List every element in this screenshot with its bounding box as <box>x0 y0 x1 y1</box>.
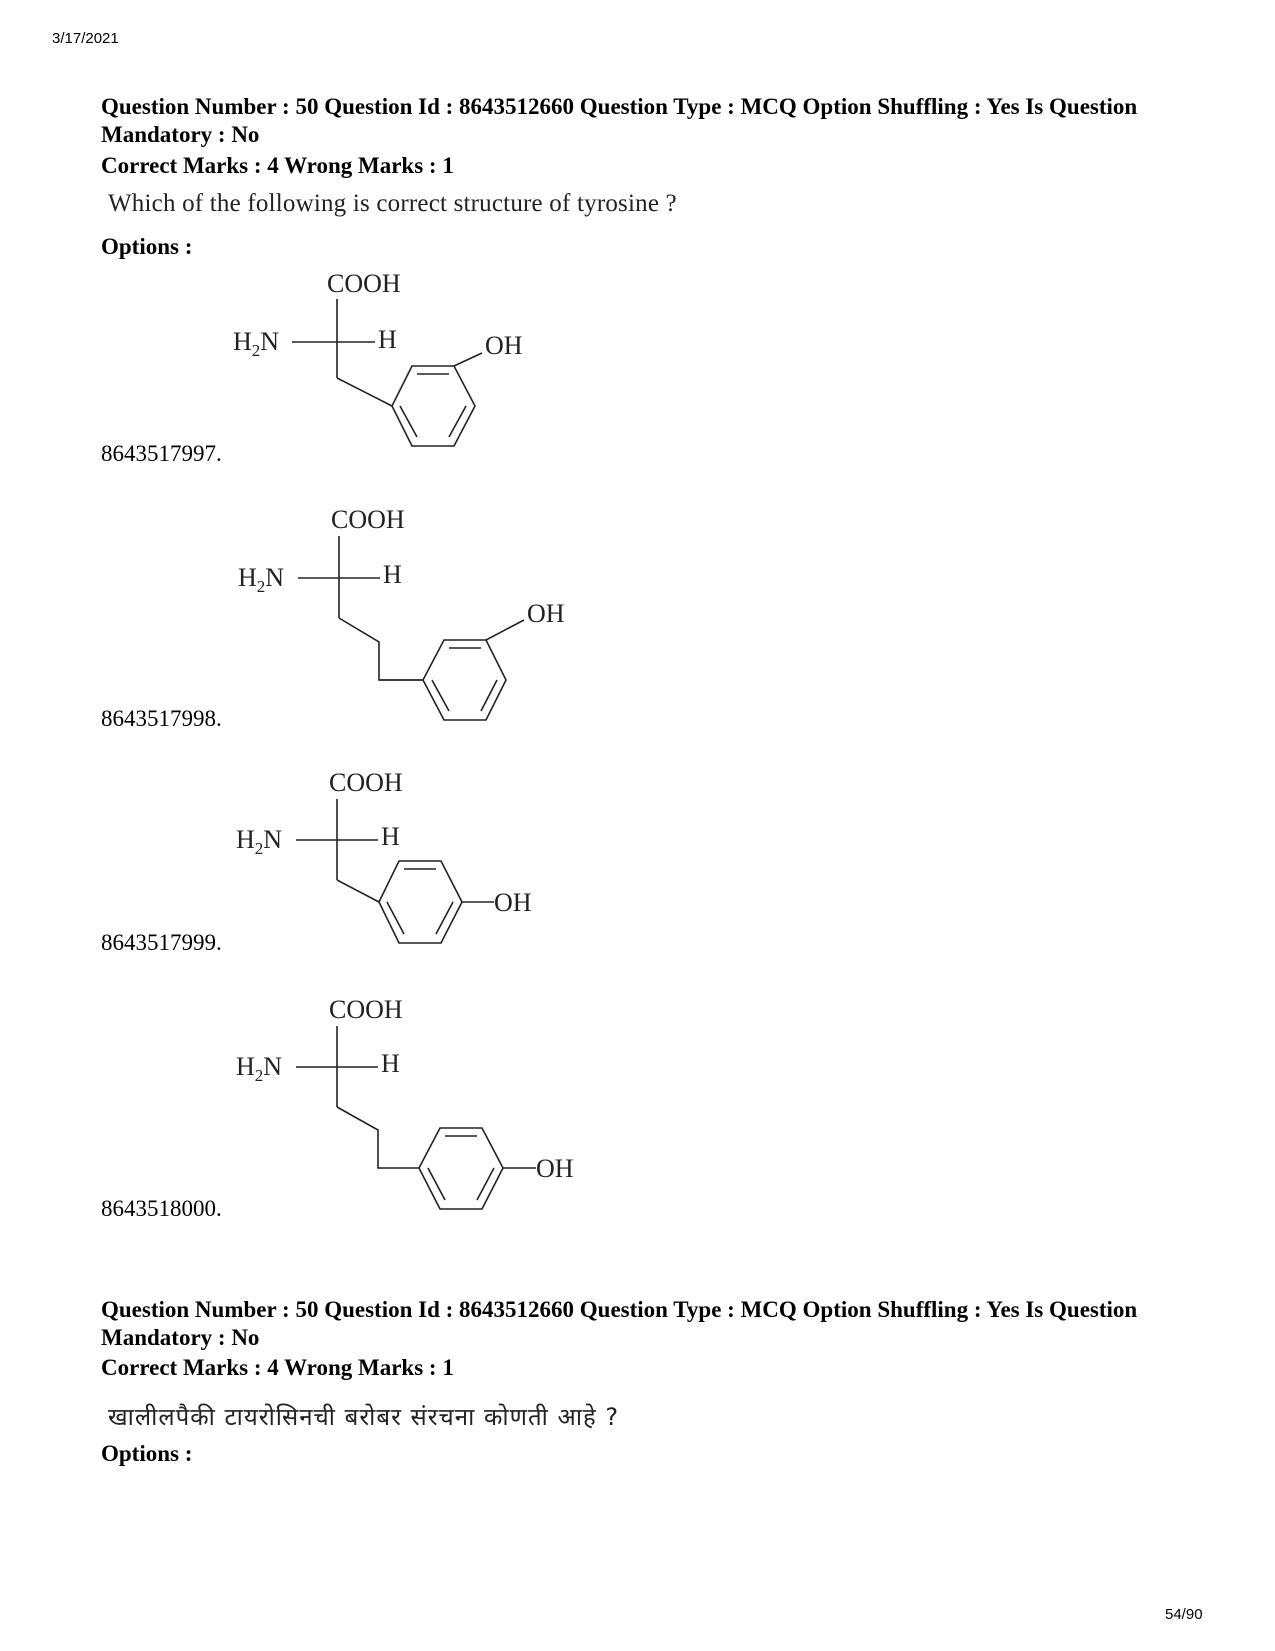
hydroxyl-label: OH <box>485 331 523 360</box>
options-label: Options : <box>101 234 193 259</box>
benzene-ring <box>392 366 475 446</box>
ring-double-bond <box>400 406 417 437</box>
option-id-1: 8643517997. <box>101 441 222 466</box>
question-marks: Correct Marks : 4 Wrong Marks : 1 <box>101 153 454 178</box>
cooh-label: COOH <box>329 995 403 1024</box>
question-marks: Correct Marks : 4 Wrong Marks : 1 <box>101 1355 454 1380</box>
ring-double-bond <box>449 406 466 437</box>
print-date: 3/17/2021 <box>52 30 119 47</box>
option-id-3: 8643517999. <box>101 930 222 955</box>
question-header: Question Number : 50 Question Id : 8643512660 Question Type : MCQ Option Shuffling : Yes Is Question Mandatory : No <box>101 1297 1138 1350</box>
ring-double-bond <box>387 902 404 934</box>
side-chain <box>337 1107 419 1168</box>
hydroxyl-label: OH <box>527 599 565 628</box>
oh-bond <box>454 353 482 366</box>
oh-bond <box>486 620 524 640</box>
amine-label: $H_2N$ <box>236 825 283 858</box>
cooh-label: COOH <box>329 768 403 797</box>
ring-double-bond <box>436 902 453 934</box>
cooh-label: COOH <box>327 269 401 298</box>
benzene-ring <box>419 1128 503 1209</box>
benzene-ring <box>379 861 462 943</box>
hydrogen-label: H <box>383 560 402 589</box>
question-text: Which of the following is correct structure of tyrosine ? <box>108 190 677 217</box>
ch2-bond <box>337 880 379 902</box>
ring-double-bond <box>481 680 497 711</box>
ring-double-bond <box>428 1168 445 1200</box>
ch2-bond <box>337 378 392 406</box>
question-header: Question Number : 50 Question Id : 8643512660 Question Type : MCQ Option Shuffling : Yes Is Question Mandatory : No <box>101 94 1138 147</box>
benzene-ring <box>423 640 506 720</box>
question-text: खालीलपैकी टायरोसिनची बरोबर संरचना कोणती आहे ? <box>108 1403 620 1431</box>
hydroxyl-label: OH <box>536 1154 574 1183</box>
option-id-2: 8643517998. <box>101 706 222 731</box>
hydrogen-label: H <box>381 1049 400 1078</box>
page-number: 54/90 <box>1165 1606 1203 1623</box>
hydroxyl-label: OH <box>494 888 532 917</box>
hydrogen-label: H <box>378 325 397 354</box>
cooh-label: COOH <box>331 505 405 534</box>
amine-label: $H_2N$ <box>236 1052 283 1085</box>
ring-double-bond <box>477 1168 494 1200</box>
amine-label: $H_2N$ <box>238 563 285 596</box>
hydrogen-label: H <box>381 822 400 851</box>
side-chain <box>339 618 423 680</box>
option-id-4: 8643518000. <box>101 1196 222 1221</box>
ring-double-bond <box>432 680 449 711</box>
amine-label: $H_2N$ <box>233 327 280 360</box>
options-label: Options : <box>101 1441 193 1466</box>
